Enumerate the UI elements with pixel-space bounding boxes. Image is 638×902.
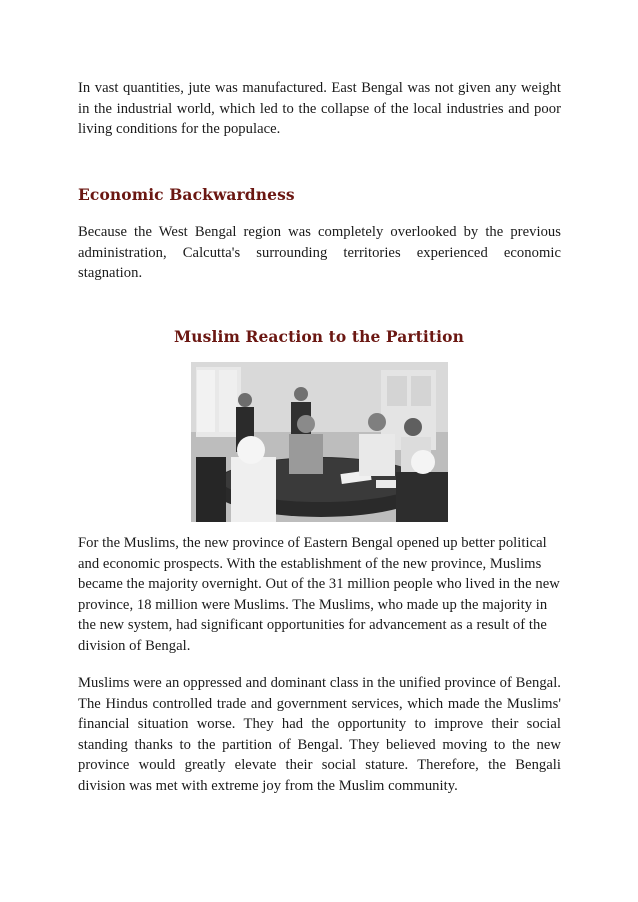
paragraph-economic-stagnation: Because the West Bengal region was completely overlooked by the previous administration, Calcutta's surrounding territories experienced economic stagnation. [78,224,561,281]
heading-economic-backwardness: Economic Backwardness [78,185,295,204]
paragraph-new-province: For the Muslims, the new province of Eastern Bengal opened up better political and economic prospects. With the establishment of the new province, Muslims became the majority overnight. Out of the 31 million people who lived in the new province, 18 million were Muslims. The Muslims, who made up the majority in the new system, had significant opportunities for advancement as a result of the division of Bengal. [78,535,560,654]
historical-meeting-photo [191,362,448,522]
paragraph-jute: In vast quantities, jute was manufactured. East Bengal was not given any weight in the industrial world, which led to the collapse of the local industries and poor living conditions for the populace. [78,80,561,137]
heading-muslim-reaction: Muslim Reaction to the Partition [174,327,464,346]
paragraph-oppressed-class: Muslims were an oppressed and dominant class in the unified province of Bengal. The Hindus controlled trade and government services, which made the Muslims' financial situation worse. They had the opportunity to improve their social standing thanks to the partition of Bengal. They believed moving to the new province would greatly elevate their social stature. Therefore, the Bengali division was met with extreme joy from the Muslim community. [78,675,561,794]
